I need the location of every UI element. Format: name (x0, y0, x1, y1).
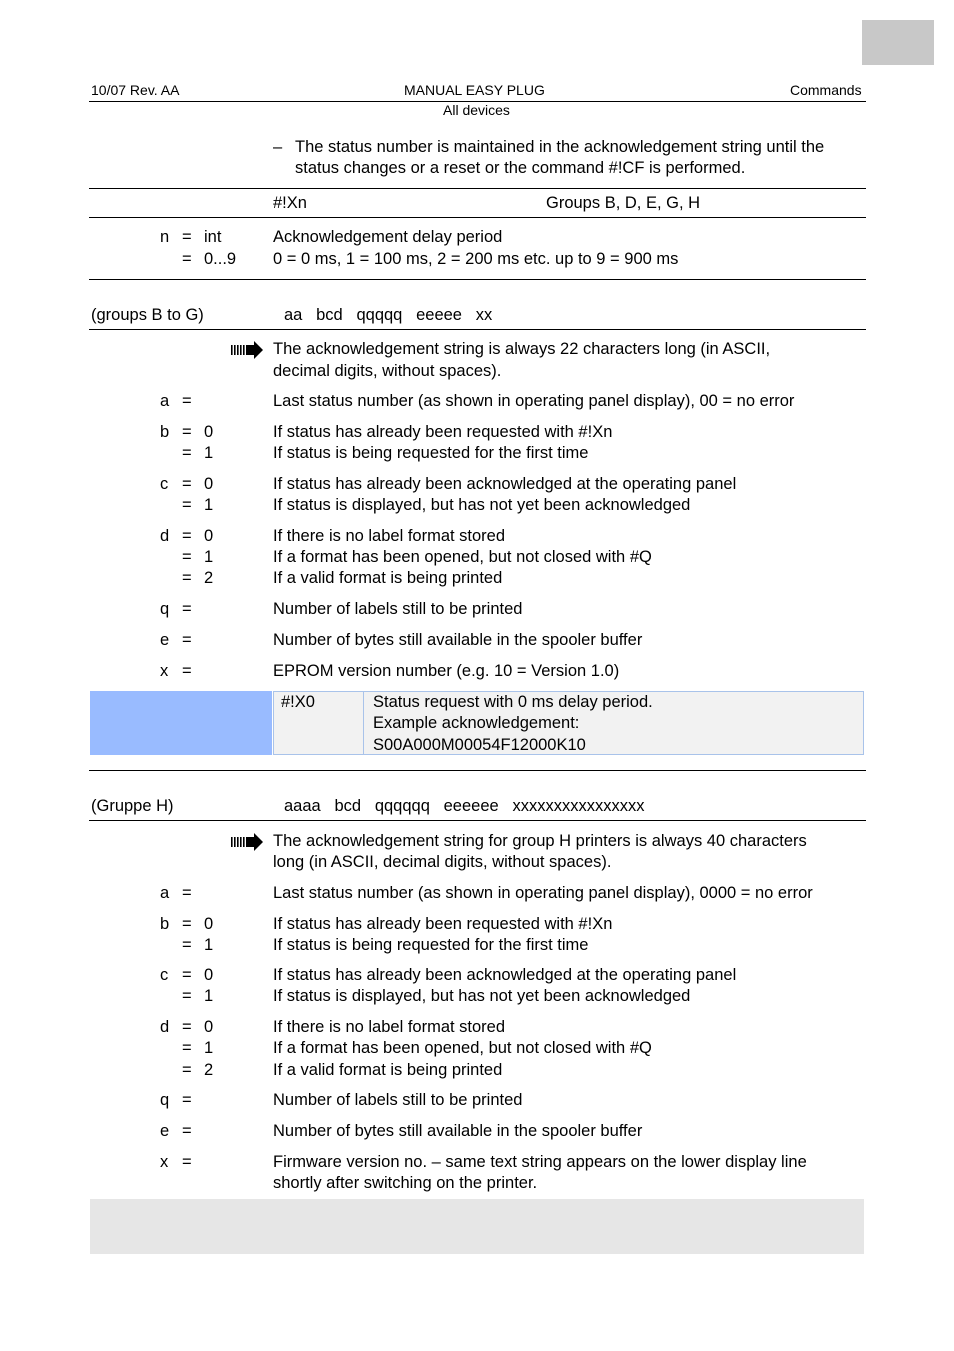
footer-bar (90, 1199, 864, 1254)
bg-var-b: b (160, 423, 170, 441)
param-n-range: 0...9 (204, 250, 237, 268)
param-n-name: n (160, 228, 170, 246)
command-syntax: #!Xn (273, 194, 307, 212)
bg-b-val-0: 0 (204, 423, 214, 441)
intro-line-2: status changes or a reset or the command #!CF is performed. (295, 159, 746, 177)
h-var-c: c (160, 966, 169, 984)
h-d2-desc: If a valid format is being printed (273, 1061, 503, 1079)
h-d-val-2: 2 (204, 1061, 214, 1079)
bg-eq-b1: = (182, 444, 192, 462)
bg-var-q: q (160, 600, 170, 618)
bg-b1-desc: If status is being requested for the first time (273, 444, 589, 462)
h-var-d: d (160, 1018, 170, 1036)
h-var-e: e (160, 1122, 170, 1140)
h-e-desc: Number of bytes still available in the spooler buffer (273, 1122, 643, 1140)
bg-var-c: c (160, 475, 169, 493)
bg-var-a: a (160, 392, 170, 410)
bg-eq-b0: = (182, 423, 192, 441)
h-eq-d1: = (182, 1039, 192, 1057)
bg-x-desc: EPROM version number (e.g. 10 = Version 1.0) (273, 662, 620, 680)
section-bg-note-1: The acknowledgement string is always 22 characters long (in ASCII, (273, 340, 771, 358)
bg-eq-e: = (182, 631, 192, 649)
hand-arrow-icon (231, 341, 263, 359)
bg-q-desc: Number of labels still to be printed (273, 600, 523, 618)
param-n-desc: Acknowledgement delay period (273, 228, 503, 246)
param-n-type: int (204, 228, 222, 246)
h-c1-desc: If status is displayed, but has not yet been acknowledged (273, 987, 691, 1005)
bg-d1-desc: If a format has been opened, but not closed with #Q (273, 548, 652, 566)
bg-c0-desc: If status has already been acknowledged at the operating panel (273, 475, 737, 493)
header-title: MANUAL EASY PLUG (404, 82, 545, 98)
command-groups: Groups B, D, E, G, H (546, 194, 701, 212)
h-c-val-0: 0 (204, 966, 214, 984)
h-eq-d2: = (182, 1061, 192, 1079)
bg-eq-d1: = (182, 548, 192, 566)
param-n-eq: = (182, 228, 192, 246)
bg-d-val-1: 1 (204, 548, 214, 566)
h-eq-b1: = (182, 936, 192, 954)
h-d1-desc: If a format has been opened, but not closed with #Q (273, 1039, 652, 1057)
example-label-panel (90, 691, 272, 755)
bg-b-val-1: 1 (204, 444, 214, 462)
bg-c1-desc: If status is displayed, but has not yet been acknowledged (273, 496, 691, 514)
h-b0-desc: If status has already been requested with #!Xn (273, 915, 613, 933)
bg-d-val-2: 2 (204, 569, 214, 587)
bg-eq-q: = (182, 600, 192, 618)
h-eq-c0: = (182, 966, 192, 984)
h-x-desc-2: shortly after switching on the printer. (273, 1174, 538, 1192)
section-h-note-2: long (in ASCII, decimal digits, without spaces). (273, 853, 612, 871)
h-q-desc: Number of labels still to be printed (273, 1091, 523, 1109)
h-b-val-1: 1 (204, 936, 214, 954)
h-eq-q: = (182, 1091, 192, 1109)
bg-d0-desc: If there is no label format stored (273, 527, 506, 545)
bg-var-e: e (160, 631, 170, 649)
h-d-val-1: 1 (204, 1039, 214, 1057)
bg-d2-desc: If a valid format is being printed (273, 569, 503, 587)
h-eq-b0: = (182, 915, 192, 933)
header-revision: 10/07 Rev. AA (91, 82, 180, 98)
rule-section-h (89, 820, 866, 821)
section-h-label: (Gruppe H) (91, 797, 174, 815)
h-d0-desc: If there is no label format stored (273, 1018, 506, 1036)
param-n-values: 0 = 0 ms, 1 = 100 ms, 2 = 200 ms etc. up to 9 = 900 ms (273, 250, 679, 268)
bg-eq-a: = (182, 392, 192, 410)
h-var-q: q (160, 1091, 170, 1109)
bg-eq-c1: = (182, 496, 192, 514)
bg-e-desc: Number of bytes still available in the spooler buffer (273, 631, 643, 649)
section-bg-label: (groups B to G) (91, 306, 204, 324)
h-eq-d0: = (182, 1018, 192, 1036)
bg-b0-desc: If status has already been requested with #!Xn (273, 423, 613, 441)
rule-section-bg (89, 329, 866, 330)
bg-var-d: d (160, 527, 170, 545)
h-c0-desc: If status has already been acknowledged at the operating panel (273, 966, 737, 984)
bg-eq-c0: = (182, 475, 192, 493)
h-x-desc-1: Firmware version no. – same text string appears on the lower display line (273, 1153, 807, 1171)
h-eq-x: = (182, 1153, 192, 1171)
section-h-format: aaaa bcd qqqqqq eeeeee xxxxxxxxxxxxxxxx (284, 797, 645, 815)
example-line-3: S00A000M00054F12000K10 (373, 736, 586, 754)
h-b1-desc: If status is being requested for the first time (273, 936, 589, 954)
bg-c-val-0: 0 (204, 475, 214, 493)
bg-eq-d0: = (182, 527, 192, 545)
rule-command-top (89, 188, 866, 189)
rule-command-bottom (89, 217, 866, 218)
rule-params-bottom (89, 279, 866, 280)
section-bg-note-2: decimal digits, without spaces). (273, 362, 502, 380)
intro-dash: – (273, 138, 283, 156)
example-line-2: Example acknowledgement: (373, 714, 580, 732)
param-n-eq-2: = (182, 250, 192, 268)
header-section: Commands (790, 82, 862, 98)
page-corner-tab (862, 20, 934, 65)
h-var-a: a (160, 884, 170, 902)
section-bg-format: aa bcd qqqqq eeeee xx (284, 306, 493, 324)
h-var-b: b (160, 915, 170, 933)
bg-d-val-0: 0 (204, 527, 214, 545)
example-command: #!X0 (281, 693, 315, 711)
example-line-1: Status request with 0 ms delay period. (373, 693, 653, 711)
bg-eq-d2: = (182, 569, 192, 587)
h-eq-a: = (182, 884, 192, 902)
rule-example-bottom (89, 770, 866, 771)
h-eq-c1: = (182, 987, 192, 1005)
hand-arrow-icon (231, 833, 263, 851)
header-subtitle: All devices (443, 102, 510, 118)
bg-eq-x: = (182, 662, 192, 680)
h-d-val-0: 0 (204, 1018, 214, 1036)
h-a-desc: Last status number (as shown in operating panel display), 0000 = no error (273, 884, 813, 902)
bg-a-desc: Last status number (as shown in operating panel display), 00 = no error (273, 392, 795, 410)
example-divider (363, 691, 364, 755)
bg-var-x: x (160, 662, 169, 680)
bg-c-val-1: 1 (204, 496, 214, 514)
section-h-note-1: The acknowledgement string for group H printers is always 40 characters (273, 832, 807, 850)
h-var-x: x (160, 1153, 169, 1171)
h-c-val-1: 1 (204, 987, 214, 1005)
intro-line-1: The status number is maintained in the acknowledgement string until the (295, 138, 825, 156)
h-b-val-0: 0 (204, 915, 214, 933)
h-eq-e: = (182, 1122, 192, 1140)
